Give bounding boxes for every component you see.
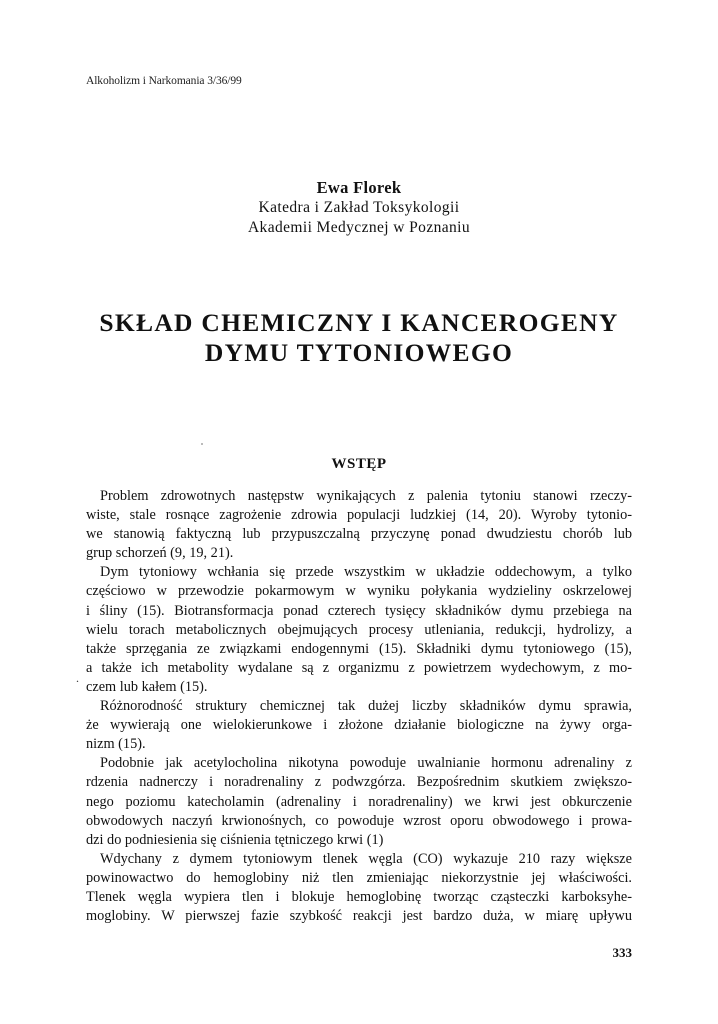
body-line: czem lub kałem (15). [86, 678, 208, 695]
body-text [86, 487, 632, 926]
body-line: i śliny (15). Biotransformacja ponad czterech tysięcy składników dymu przebiega na [86, 602, 632, 619]
body-line: Tlenek węgla wypiera tlen i blokuje hemoglobinę tworząc cząsteczki karboksyhe- [86, 888, 632, 905]
body-line: obwodowych naczyń krwionośnych, co powoduje wzrost oporu obwodowego i prowa- [86, 812, 632, 829]
body-line: dzi do podniesienia się ciśnienia tętniczego krwi (1) [86, 831, 384, 848]
author-name: Ewa Florek [316, 178, 402, 197]
body-line: Różnorodność struktury chemicznej tak dużej liczby składników dymu sprawia, [100, 698, 632, 715]
body-line: że wywierają one wielokierunkowe i złożone działanie biologiczne na żywy orga- [86, 717, 632, 734]
body-line: Wdychany z dymem tytoniowym tlenek węgla (CO) wykazuje 210 razy większe [100, 850, 632, 867]
body-line: moglobiny. W pierwszej fazie szybkość reakcji jest bardzo duża, w miarę upływu [86, 908, 632, 925]
title-line: SKŁAD CHEMICZNY I KANCEROGENY [99, 308, 619, 337]
author-block [0, 178, 718, 238]
body-line: rdzenia nadnerczy i noradrenaliny z podwzgórza. Bezpośrednim skutkiem zwiększo- [86, 774, 632, 791]
body-line: powinowactwo do hemoglobiny niż tlen zmieniając niekorzystnie jej właściwości. [86, 869, 632, 886]
body-line: Podobnie jak acetylocholina nikotyna powoduje uwalnianie hormonu adrenaliny z [100, 755, 632, 772]
body-line: Dym tytoniowy wchłania się przede wszystkim w układzie oddechowym, a tylko [100, 564, 632, 581]
body-line: a także ich metabolity wydalane są z organizmu z powietrzem wydechowym, z mo- [86, 659, 632, 676]
section-heading: WSTĘP [331, 456, 387, 472]
article-title [0, 308, 718, 368]
body-line: także sprzęgania ze związkami endogennymi (15). Składniki dymu tytoniowego (15), [86, 640, 632, 657]
affiliation-department: Katedra i Zakład Toksykologii [258, 199, 460, 216]
body-line: wielu torach metabolicznych obejmujących procesy utleniania, redukcji, hydrolizy, a [86, 621, 632, 638]
running-head: Alkoholizm i Narkomania 3/36/99 [86, 75, 242, 87]
body-line: grup schorzeń (9, 19, 21). [86, 545, 234, 562]
body-line: we stanowią faktyczną lub przypuszczalną przyczynę ponad dwudziestu chorób lub [86, 526, 632, 543]
body-line: Problem zdrowotnych następstw wynikających z palenia tytoniu stanowi rzeczy- [100, 488, 632, 504]
body-line: nego poziomu katecholamin (adrenaliny i noradrenaliny) we krwi jest obkurczenie [86, 793, 632, 810]
body-line: nizm (15). [86, 736, 146, 753]
page-number: 333 [612, 945, 632, 960]
margin-mark: . [76, 671, 79, 685]
body-line: wiste, stale rosnące zagrożenie zdrowia populacji ludzkiej (14, 20). Wyroby tytonio- [86, 507, 632, 524]
title-line: DYMU TYTONIOWEGO [204, 338, 514, 367]
affiliation-institution: Akademii Medycznej w Poznaniu [247, 219, 471, 236]
body-line: częściowo w przewodzie pokarmowym w wyniku połykania wydzieliny oskrzelowej [86, 583, 632, 600]
scan-speck [201, 443, 203, 445]
